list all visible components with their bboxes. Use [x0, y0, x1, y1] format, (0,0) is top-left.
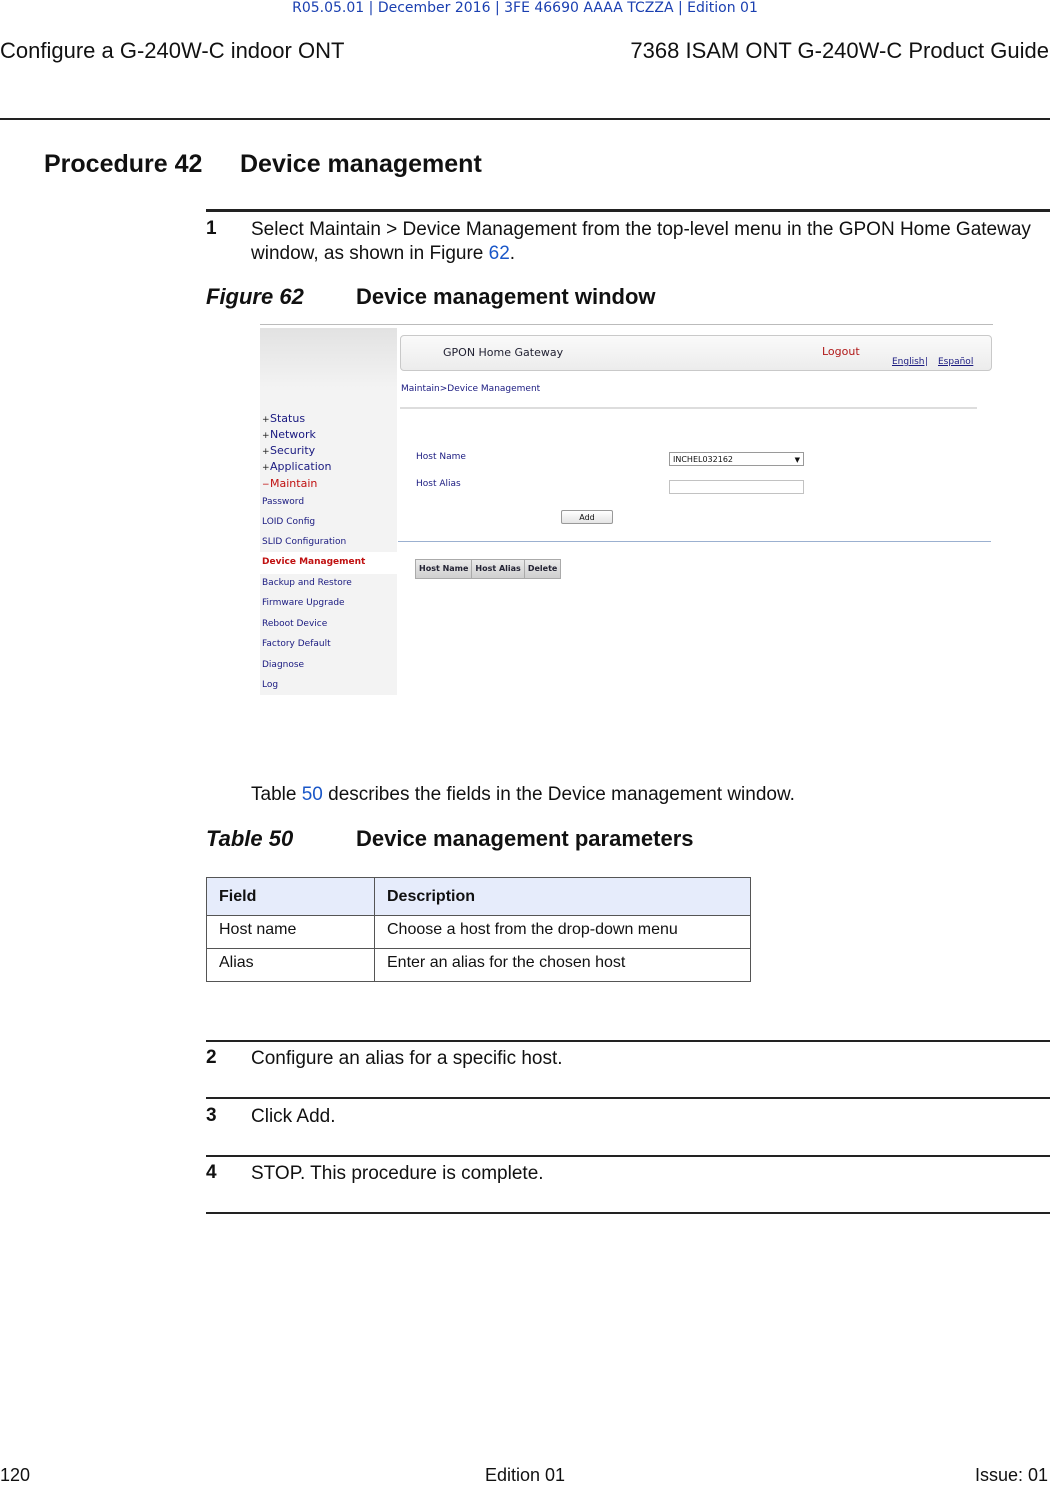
dropdown-arrow-icon: ▼ [794, 456, 800, 464]
submenu-backup-restore[interactable]: Backup and Restore [262, 578, 352, 588]
step-rule [206, 1155, 1050, 1157]
step-rule [206, 1040, 1050, 1042]
procedure-number: Procedure 42 [44, 150, 203, 178]
step-number: 4 [206, 1162, 217, 1183]
logout-link[interactable]: Logout [822, 345, 860, 358]
submenu-firmware-upgrade[interactable]: Firmware Upgrade [262, 598, 345, 608]
footer-issue: Issue: 01 [974, 1465, 1048, 1485]
menu-maintain[interactable]: −Maintain [262, 477, 318, 490]
table-row [207, 949, 751, 982]
step-4-text: STOP. This procedure is complete. [251, 1163, 544, 1184]
table-intro-a: Table [251, 784, 302, 805]
col-host-name: Host Name [416, 560, 472, 578]
figure-title: Device management window [356, 284, 656, 309]
breadcrumb: Maintain>Device Management [401, 384, 541, 394]
step-1-text [251, 218, 1050, 266]
col-host-alias: Host Alias [472, 560, 524, 578]
host-name-label: Host Name [416, 452, 466, 462]
plus-icon: + [262, 463, 270, 473]
step-1-text-b: . [509, 243, 516, 264]
document-stamp: R05.05.01 | December 2016 | 3FE 46690 AAAA TCZZA | Edition 01 [292, 0, 758, 16]
window-top-border [260, 324, 993, 325]
submenu-factory-default[interactable]: Factory Default [262, 639, 331, 649]
step-3-text: Click Add. [251, 1106, 336, 1127]
submenu-reboot-device[interactable]: Reboot Device [262, 619, 328, 629]
add-button[interactable]: Add [561, 510, 613, 524]
header-chapter: Configure a G-240W-C indoor ONT [0, 38, 345, 63]
table-intro-b: describes the fields in the Device management window. [322, 784, 795, 805]
table-intro [251, 783, 1050, 807]
minus-icon: − [262, 480, 270, 490]
parameters-table [206, 877, 751, 982]
gateway-title: GPON Home Gateway [443, 346, 564, 359]
table-title: Device management parameters [356, 826, 694, 851]
cell-field: Host name [207, 916, 375, 949]
submenu-diagnose[interactable]: Diagnose [262, 660, 305, 670]
lang-divider: | [925, 357, 929, 367]
plus-icon: + [262, 447, 270, 457]
host-alias-input[interactable] [669, 480, 804, 494]
breadcrumb-divider [400, 407, 977, 409]
lang-espanol-link[interactable]: Español [938, 357, 974, 367]
menu-security[interactable]: +Security [262, 444, 316, 457]
figure-label: Figure 62 [206, 284, 304, 309]
header-rule [0, 118, 1050, 120]
cell-description: Enter an alias for the chosen host [375, 949, 751, 982]
host-alias-label: Host Alias [416, 479, 461, 489]
menu-application[interactable]: +Application [262, 460, 332, 473]
table-caption [206, 826, 694, 852]
table-label: Table 50 [206, 826, 294, 851]
form-divider [398, 541, 991, 542]
submenu-log[interactable]: Log [262, 680, 279, 690]
host-name-select[interactable] [669, 452, 804, 466]
procedure-end-rule [206, 1212, 1050, 1214]
step-rule [206, 209, 1050, 212]
menu-status[interactable]: +Status [262, 412, 306, 425]
header-description: Description [375, 878, 751, 916]
host-table-header [415, 559, 561, 579]
step-2-text: Configure an alias for a specific host. [251, 1048, 563, 1069]
plus-icon: + [262, 431, 270, 441]
header-guide-title: 7368 ISAM ONT G-240W-C Product Guide [630, 38, 1049, 63]
procedure-title: Device management [240, 150, 482, 178]
menu-network[interactable]: +Network [262, 428, 316, 441]
table-row [207, 916, 751, 949]
table-header-row [207, 878, 751, 916]
cell-description: Choose a host from the drop-down menu [375, 916, 751, 949]
submenu-password[interactable]: Password [262, 497, 305, 507]
figure-ref-link[interactable]: 62 [488, 243, 510, 264]
footer-edition: Edition 01 [484, 1465, 566, 1485]
step-number: 2 [206, 1047, 217, 1068]
cell-field: Alias [207, 949, 375, 982]
step-1-text-a: Select Maintain > Device Management from the top-level menu in the GPON Home Gateway window, as shown in Figure [251, 219, 1031, 264]
col-delete: Delete [525, 560, 560, 578]
host-name-value: INCHEL032162 [673, 455, 733, 464]
lang-english-link[interactable]: English [892, 357, 925, 367]
step-number: 3 [206, 1105, 217, 1126]
submenu-slid-configuration[interactable]: SLID Configuration [262, 537, 347, 547]
device-management-screenshot [260, 322, 993, 725]
step-rule [206, 1097, 1050, 1099]
header-field: Field [207, 878, 375, 916]
step-number: 1 [206, 218, 217, 239]
figure-caption [206, 284, 656, 310]
plus-icon: + [262, 415, 270, 425]
submenu-loid-config[interactable]: LOID Config [262, 517, 316, 527]
table-ref-link[interactable]: 50 [301, 784, 323, 805]
page-number: 120 [0, 1465, 31, 1485]
submenu-device-management[interactable]: Device Management [262, 557, 366, 567]
procedure-heading [44, 150, 482, 179]
